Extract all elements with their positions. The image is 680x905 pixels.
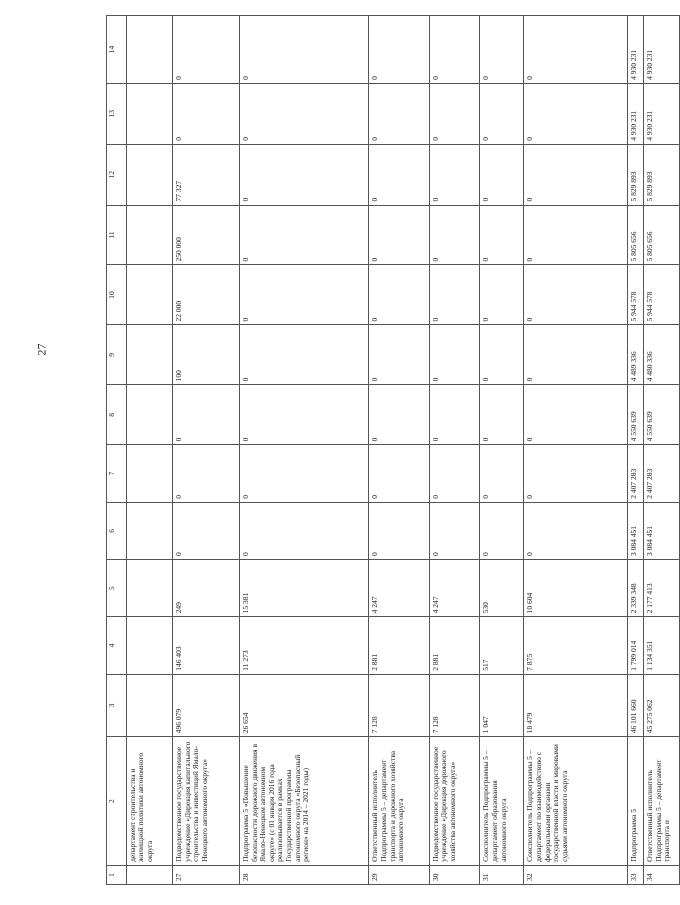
value-cell: 0 (429, 325, 480, 385)
table-row (524, 16, 628, 885)
value-cell: 0 (480, 385, 524, 445)
header-cell: 2 (107, 737, 127, 866)
table-row (480, 16, 524, 885)
value-cell: 1 134 351 (644, 617, 680, 674)
value-cell: 0 (524, 445, 628, 502)
value-cell: 249 (172, 560, 239, 617)
value-cell: 0 (369, 445, 429, 502)
table-row (644, 16, 680, 885)
value-cell: 5 829 893 (644, 144, 680, 205)
page-number: 27 (34, 343, 49, 356)
budget-table (106, 15, 680, 885)
value-cell: 2 339 348 (628, 560, 644, 617)
header-row (107, 16, 127, 885)
row-label-cell: департамент строительства и жилищной политики автономного округа (126, 737, 172, 866)
value-cell: 2 177 413 (644, 560, 680, 617)
value-cell: 496 079 (172, 674, 239, 737)
value-cell: 0 (172, 16, 239, 84)
value-cell: 146 403 (172, 617, 239, 674)
value-cell: 26 654 (239, 674, 369, 737)
value-cell: 0 (524, 265, 628, 325)
value-cell: 0 (172, 445, 239, 502)
value-cell: 7 875 (524, 617, 628, 674)
value-cell: 5 829 893 (628, 144, 644, 205)
value-cell: 5 805 656 (644, 205, 680, 265)
value-cell: 517 (480, 617, 524, 674)
value-cell: 0 (429, 205, 480, 265)
value-cell: 0 (429, 445, 480, 502)
value-cell: 1 799 014 (628, 617, 644, 674)
value-cell (126, 617, 172, 674)
value-cell: 0 (369, 502, 429, 559)
row-label-cell: Соисполнитель Подпрограммы 5 – департамент образования автономного округа (480, 737, 524, 866)
value-cell: 0 (429, 265, 480, 325)
header-cell: 4 (107, 617, 127, 674)
value-cell (126, 83, 172, 144)
row-label-cell: Соисполнитель Подпрограммы 5 – департамент по взаимодействию с федеральными органами государственной власти и мировыми судьями автономного округа (524, 737, 628, 866)
value-cell: 7 128 (429, 674, 480, 737)
table-row (172, 16, 239, 885)
header-cell: 14 (107, 16, 127, 84)
value-cell: 0 (239, 83, 369, 144)
value-cell: 0 (172, 385, 239, 445)
value-cell: 0 (172, 502, 239, 559)
table-row (126, 16, 172, 885)
value-cell: 0 (369, 385, 429, 445)
row-number-cell: 33 (628, 865, 644, 884)
value-cell: 2 407 283 (628, 445, 644, 502)
header-cell: 10 (107, 265, 127, 325)
value-cell: 4 480 336 (644, 325, 680, 385)
value-cell: 0 (524, 83, 628, 144)
header-cell: 6 (107, 502, 127, 559)
value-cell: 0 (239, 205, 369, 265)
value-cell: 5 805 656 (628, 205, 644, 265)
row-number-cell: 29 (369, 865, 429, 884)
value-cell: 0 (480, 502, 524, 559)
value-cell: 4 247 (369, 560, 429, 617)
row-number-cell: 32 (524, 865, 628, 884)
value-cell: 0 (480, 144, 524, 205)
value-cell: 0 (369, 205, 429, 265)
value-cell: 0 (239, 16, 369, 84)
value-cell: 0 (239, 144, 369, 205)
value-cell (126, 445, 172, 502)
value-cell: 4 550 639 (628, 385, 644, 445)
value-cell: 530 (480, 560, 524, 617)
header-cell: 12 (107, 144, 127, 205)
value-cell: 0 (369, 144, 429, 205)
value-cell (126, 205, 172, 265)
value-cell: 4 247 (429, 560, 480, 617)
row-number-cell: 31 (480, 865, 524, 884)
value-cell: 0 (369, 16, 429, 84)
value-cell: 100 (172, 325, 239, 385)
row-number-cell (126, 865, 172, 884)
value-cell: 77 327 (172, 144, 239, 205)
value-cell: 4 930 231 (644, 16, 680, 84)
value-cell: 0 (480, 83, 524, 144)
value-cell: 15 381 (239, 560, 369, 617)
value-cell: 0 (429, 502, 480, 559)
header-cell: 9 (107, 325, 127, 385)
value-cell: 0 (429, 144, 480, 205)
value-cell (126, 385, 172, 445)
value-cell: 11 273 (239, 617, 369, 674)
header-cell: 8 (107, 385, 127, 445)
value-cell: 0 (480, 205, 524, 265)
value-cell: 2 881 (429, 617, 480, 674)
value-cell: 0 (429, 385, 480, 445)
value-cell (126, 560, 172, 617)
value-cell: 250 000 (172, 205, 239, 265)
value-cell: 0 (239, 265, 369, 325)
row-number-cell: 30 (429, 865, 480, 884)
table-row (429, 16, 480, 885)
value-cell: 0 (480, 325, 524, 385)
value-cell: 0 (239, 445, 369, 502)
value-cell: 2 881 (369, 617, 429, 674)
table-row (628, 16, 644, 885)
value-cell (126, 325, 172, 385)
value-cell: 0 (239, 325, 369, 385)
value-cell: 1 047 (480, 674, 524, 737)
table-row (239, 16, 369, 885)
row-number-cell: 27 (172, 865, 239, 884)
value-cell: 18 479 (524, 674, 628, 737)
value-cell: 5 944 578 (644, 265, 680, 325)
value-cell: 0 (524, 144, 628, 205)
value-cell: 45 275 062 (644, 674, 680, 737)
value-cell: 0 (524, 385, 628, 445)
value-cell: 4 930 231 (628, 83, 644, 144)
value-cell: 0 (369, 265, 429, 325)
value-cell: 0 (369, 325, 429, 385)
row-label-cell: Ответственный исполнитель Подпрограммы 5 – департамент транспорта и дорожного хозяйства автономного округа (369, 737, 429, 866)
value-cell: 0 (172, 83, 239, 144)
value-cell (126, 16, 172, 84)
value-cell: 2 407 283 (644, 445, 680, 502)
value-cell: 0 (524, 16, 628, 84)
header-cell: 3 (107, 674, 127, 737)
row-label-cell: Подпрограмма 5 (628, 737, 644, 866)
value-cell: 4 489 336 (628, 325, 644, 385)
header-cell: 1 (107, 865, 127, 884)
value-cell: 0 (524, 205, 628, 265)
value-cell (126, 144, 172, 205)
value-cell: 0 (239, 502, 369, 559)
value-cell: 0 (369, 83, 429, 144)
table-row (369, 16, 429, 885)
row-label-cell: Подведомственное государственное учреждение «Дирекция дорожного хозяйства автономного округа» (429, 737, 480, 866)
value-cell: 0 (524, 502, 628, 559)
row-number-cell: 34 (644, 865, 680, 884)
value-cell: 0 (480, 16, 524, 84)
value-cell (126, 674, 172, 737)
value-cell (126, 265, 172, 325)
row-label-cell: Ответственный исполнитель Подпрограммы 5 – департамент транспорта и (644, 737, 680, 866)
value-cell: 46 101 660 (628, 674, 644, 737)
header-cell: 7 (107, 445, 127, 502)
value-cell: 0 (480, 265, 524, 325)
value-cell: 3 084 451 (628, 502, 644, 559)
value-cell: 4 930 231 (644, 83, 680, 144)
value-cell: 3 084 451 (644, 502, 680, 559)
value-cell: 5 944 578 (628, 265, 644, 325)
rotated-table-wrapper (106, 15, 680, 885)
value-cell (126, 502, 172, 559)
value-cell: 0 (429, 83, 480, 144)
value-cell: 4 550 639 (644, 385, 680, 445)
value-cell: 0 (480, 445, 524, 502)
row-label-cell: Подпрограмма 5 «Повышение безопасности дорожного движения в Ямало-Ненецком автономном округе» (с 01 января 2016 года реализовывается в рамках Государственной программы автономного округа «Безопасный регион» на 2014 – 2021 годы) (239, 737, 369, 866)
header-cell: 11 (107, 205, 127, 265)
header-cell: 13 (107, 83, 127, 144)
row-label-cell: Подведомственное государственное учреждение «Дирекция капитального строительства и инвестиций Ямало-Ненецкого автономного округа» (172, 737, 239, 866)
header-cell: 5 (107, 560, 127, 617)
value-cell: 0 (239, 385, 369, 445)
value-cell: 7 128 (369, 674, 429, 737)
value-cell: 22 000 (172, 265, 239, 325)
value-cell: 10 604 (524, 560, 628, 617)
value-cell: 4 930 231 (628, 16, 644, 84)
value-cell: 0 (429, 16, 480, 84)
value-cell: 0 (524, 325, 628, 385)
row-number-cell: 28 (239, 865, 369, 884)
